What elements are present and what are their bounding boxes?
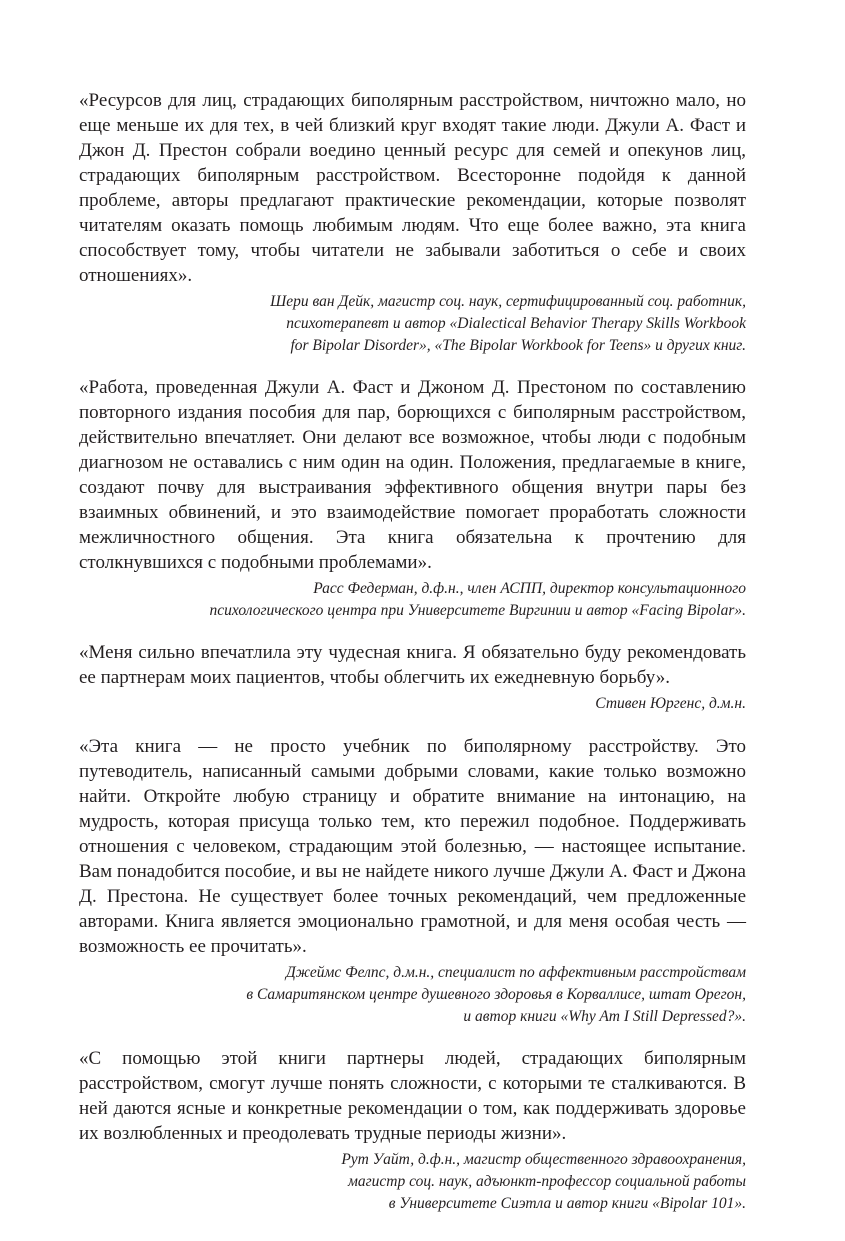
attribution-line: for Bipolar Disorder», «The Bipolar Workbook for Teens» и других книг.	[290, 337, 746, 354]
testimonial-quote: «Работа, проведенная Джули А. Фаст и Джоном Д. Престоном по составлению повторного издания пособия для пар, борющихся с биполярным расстройством, действительно впечатляет. Они делают все возможное, чтобы люди с подобным диагнозом не оставались с ним один на один. Положения, предлагаемые в книге, создают почву для выстраивания эффективного общения внутри пары без взаимных обвинений, и это взаимодействие помогает проработать сложности межличностного общения. Эта книга обязательна к прочтению для столкнувшихся с подобными проблемами».	[79, 377, 746, 573]
testimonial-1	[79, 88, 746, 357]
testimonial-5	[79, 1046, 746, 1215]
testimonial-quote: «Эта книга — не просто учебник по биполярному расстройству. Это путеводитель, написанный самыми добрыми словами, какие только возможно найти. Откройте любую страницу и обратите внимание на интонацию, на мудрость, которая присуща только тем, кто пережил подобное. Поддерживать отношения с человеком, страдающим этой болезнью, — настоящее испытание. Вам понадобится пособие, и вы не найдете никого лучше Джули А. Фаст и Джона Д. Престона. Не существует более точных рекомендаций, чем предложенные авторами. Книга является эмоционально грамотной, и для меня особая честь — возможность ее прочитать».	[79, 736, 746, 957]
testimonial-4	[79, 734, 746, 1028]
testimonials-page	[79, 88, 746, 1233]
attribution-line: в Университете Сиэтла и автор книги «Bipolar 101».	[388, 1195, 746, 1212]
testimonial-quote: «С помощью этой книги партнеры людей, страдающих биполярным расстройством, смогут лучше понять сложности, с которыми те сталкиваются. В ней даются ясные и конкретные рекомендации о том, как поддерживать здоровье их возлюбленных и преодолевать трудные периоды жизни».	[79, 1048, 746, 1144]
attribution-line: Джеймс Фелпс, д.м.н., специалист по аффективным расстройствам	[285, 964, 746, 981]
attribution-line: психотерапевт и автор «Dialectical Behavior Therapy Skills Workbook	[286, 315, 746, 332]
attribution-line: Шери ван Дейк, магистр соц. наук, сертифицированный соц. работник,	[270, 293, 746, 310]
testimonial-attribution	[79, 1149, 746, 1215]
attribution-line: Расс Федерман, д.ф.н., член АСПП, директор консультационного	[313, 580, 746, 597]
attribution-line: в Самаритянском центре душевного здоровья в Корваллисе, штат Орегон,	[246, 986, 746, 1003]
testimonial-quote: «Ресурсов для лиц, страдающих биполярным расстройством, ничтожно мало, но еще меньше их для тех, в чей близкий круг входят такие люди. Джули А. Фаст и Джон Д. Престон собрали воедино ценный ресурс для семей и опекунов лиц, страдающих биполярным расстройством. Всесторонне подойдя к данной проблеме, авторы предлагают практические рекомендации, которые позволят читателям оказать помощь любимым людям. Что еще более важно, эта книга способствует тому, чтобы читатели не забывали заботиться о себе и своих отношениях».	[79, 90, 746, 286]
attribution-line: магистр соц. наук, адъюнкт-профессор социальной работы	[347, 1173, 746, 1190]
testimonial-3	[79, 640, 746, 715]
testimonial-2	[79, 375, 746, 622]
attribution-line: Рут Уайт, д.ф.н., магистр общественного здравоохранения,	[341, 1151, 746, 1168]
testimonial-attribution	[79, 578, 746, 622]
testimonial-attribution	[79, 962, 746, 1028]
attribution-line: психологического центра при Университете Виргинии и автор «Facing Bipolar».	[209, 602, 746, 619]
testimonial-attribution	[79, 291, 746, 357]
attribution-line: Стивен Юргенс, д.м.н.	[595, 695, 746, 712]
attribution-line: и автор книги «Why Am I Still Depressed?».	[463, 1008, 746, 1025]
testimonial-quote: «Меня сильно впечатлила эту чудесная книга. Я обязательно буду рекомендовать ее партнерам моих пациентов, чтобы облегчить их ежедневную борьбу».	[79, 642, 746, 688]
testimonial-attribution	[79, 693, 746, 715]
